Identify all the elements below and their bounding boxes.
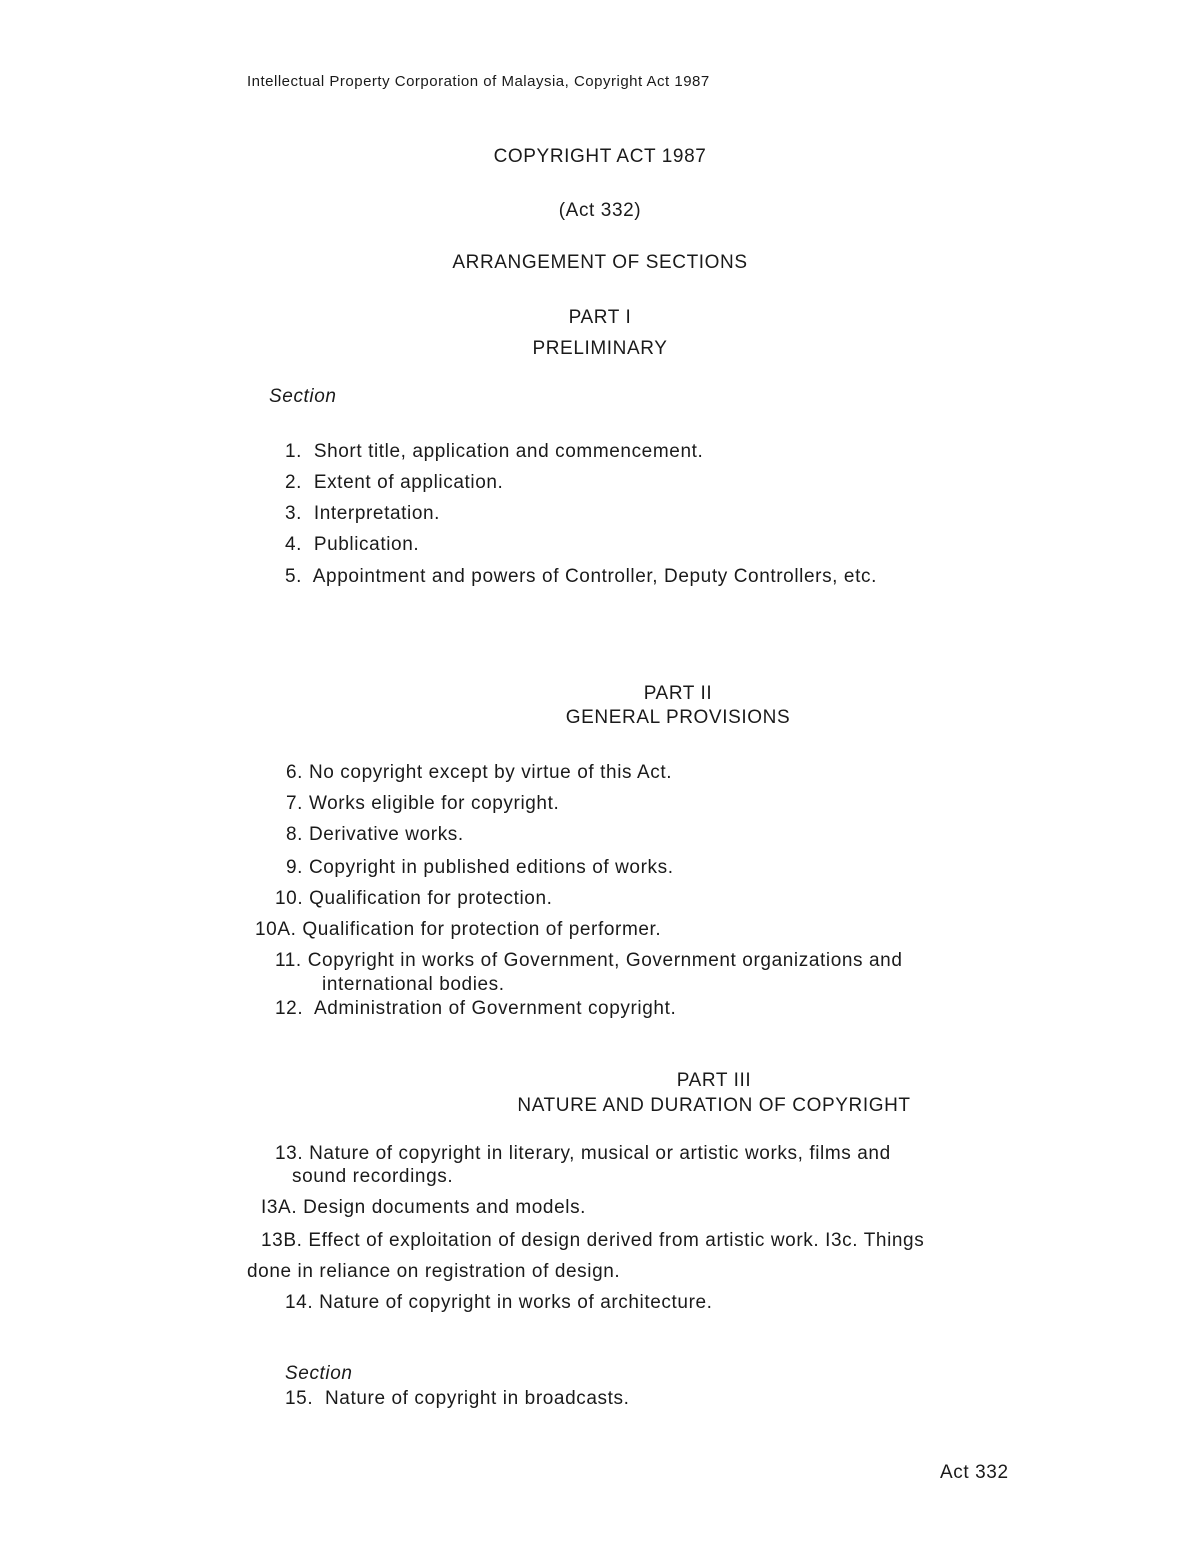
toc-item: 2. Extent of application. xyxy=(285,472,504,493)
part-2-label: PART II xyxy=(643,683,713,704)
toc-item: 5. Appointment and powers of Controller, Deputy Controllers, etc. xyxy=(285,566,877,587)
section-label: Section xyxy=(269,386,337,407)
toc-item: 12. Administration of Government copyright. xyxy=(275,998,677,1019)
toc-item: I3A. Design documents and models. xyxy=(261,1197,587,1218)
toc-item: 10A. Qualification for protection of performer. xyxy=(255,919,662,940)
part-3-label: PART III xyxy=(676,1070,752,1091)
toc-item-continuation: sound recordings. xyxy=(292,1166,454,1187)
toc-item: 13. Nature of copyright in literary, musical or artistic works, films and xyxy=(275,1143,891,1164)
toc-item: 4. Publication. xyxy=(285,534,420,555)
part-1-label: PART I xyxy=(568,307,632,328)
toc-item: 3. Interpretation. xyxy=(285,503,441,524)
toc-item: 6. No copyright except by virtue of this Act. xyxy=(286,762,673,783)
toc-item: 14. Nature of copyright in works of architecture. xyxy=(285,1292,713,1313)
arrangement-heading: ARRANGEMENT OF SECTIONS xyxy=(452,252,748,273)
part-1-name: PRELIMINARY xyxy=(532,338,668,359)
toc-item: 1. Short title, application and commencement. xyxy=(285,441,704,462)
act-number: (Act 332) xyxy=(558,200,642,221)
toc-item: 13B. Effect of exploitation of design derived from artistic work. I3c. Things xyxy=(261,1230,925,1251)
page-footer: Act 332 xyxy=(940,1462,1009,1483)
toc-item: 8. Derivative works. xyxy=(286,824,464,845)
running-header: Intellectual Property Corporation of Malaysia, Copyright Act 1987 xyxy=(247,73,710,90)
toc-item-continuation: international bodies. xyxy=(322,974,505,995)
part-2-name: GENERAL PROVISIONS xyxy=(565,707,791,728)
act-title: COPYRIGHT ACT 1987 xyxy=(493,146,707,167)
part-3-name: NATURE AND DURATION OF COPYRIGHT xyxy=(517,1095,911,1116)
toc-item: 9. Copyright in published editions of works. xyxy=(286,857,674,878)
toc-item: 15. Nature of copyright in broadcasts. xyxy=(285,1388,630,1409)
toc-item: 10. Qualification for protection. xyxy=(275,888,553,909)
toc-item: 7. Works eligible for copyright. xyxy=(286,793,560,814)
toc-item-continuation: done in reliance on registration of design. xyxy=(247,1261,621,1282)
section-label: Section xyxy=(285,1363,353,1384)
toc-item: 11. Copyright in works of Government, Government organizations and xyxy=(275,950,903,971)
